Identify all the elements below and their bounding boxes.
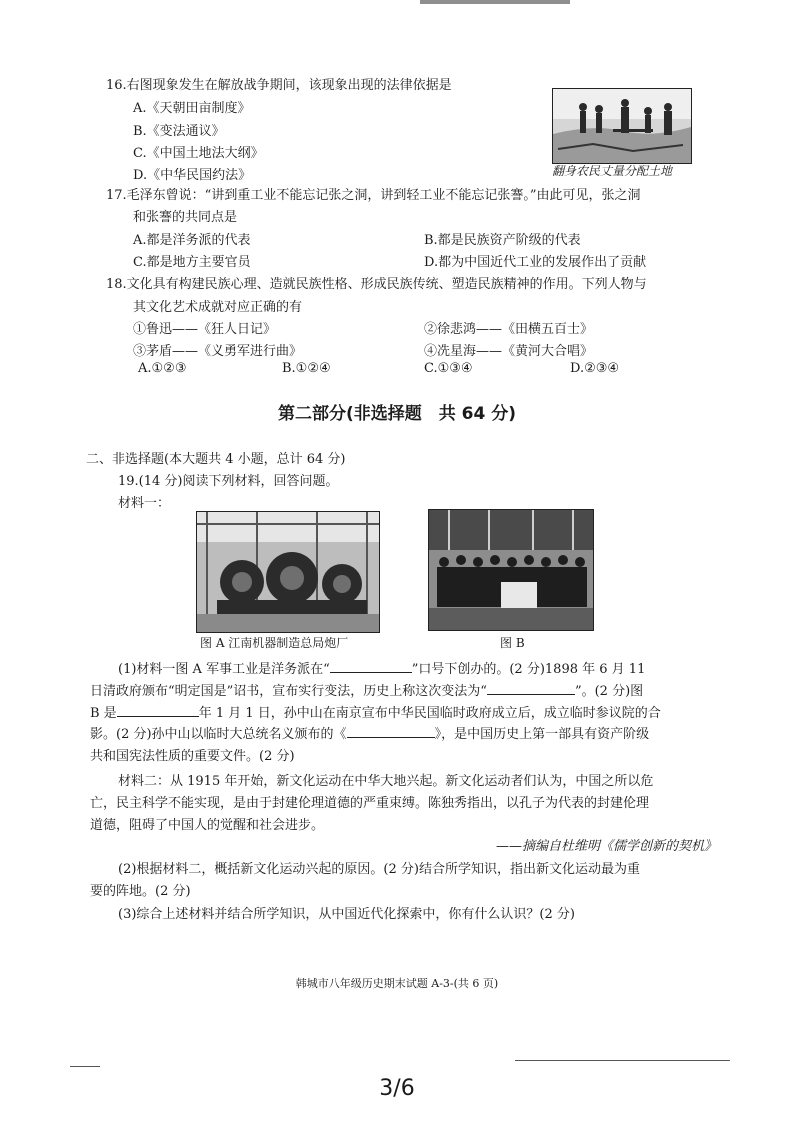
fig-b-photo xyxy=(428,509,594,631)
q19-sub2-line1: (2)根据材料二，概括新文化运动兴起的原因。(2 分)结合所学知识，指出新文化运动最为重 xyxy=(118,862,640,877)
q16-option-c: C.《中国土地法大纲》 xyxy=(133,146,264,161)
q19-sub1-line5: 共和国宪法性质的重要文件。(2 分) xyxy=(90,749,295,764)
fig-a-photo xyxy=(196,511,380,633)
q17-option-d: D.都为中国近代工业的发展作出了贡献 xyxy=(424,255,647,270)
q18-option-a: A.①②③ xyxy=(138,361,187,376)
q18-option-c: C.①③④ xyxy=(424,361,473,376)
q17-stem-line1: 17.毛泽东曾说：“讲到重工业不能忘记张之洞，讲到轻工业不能忘记张謇。”由此可见，张之洞 xyxy=(106,188,641,203)
q19-sub1-line2 xyxy=(90,680,643,699)
q19-sub1-line4-a: 影。(2 分)孙中山以临时大总统名义颁布的《 xyxy=(90,727,347,742)
fig-a-caption: 图 A 江南机器制造总局炮厂 xyxy=(200,636,349,650)
q19-sub1-line1-b: ”口号下创办的。(2 分)1898 年 6 月 11 xyxy=(411,662,646,677)
q17-option-b: B.都是民族资产阶级的代表 xyxy=(424,233,581,248)
q19-stem: 19.(14 分)阅读下列材料，回答问题。 xyxy=(118,474,339,489)
material2-line1: 材料二：从 1915 年开始，新文化运动在中华大地兴起。新文化运动者们认为，中国之所以危 xyxy=(118,774,654,789)
q17-stem-line2: 和张謇的共同点是 xyxy=(133,210,238,225)
scan-header-mark xyxy=(420,0,570,4)
answer-blank-1[interactable] xyxy=(330,660,412,673)
q16-option-d: D.《中华民国约法》 xyxy=(133,168,252,183)
q18-option-d: D.②③④ xyxy=(570,361,620,376)
fig-b-caption: 图 B xyxy=(500,636,525,650)
q19-sub1-line2-b: ”。(2 分)图 xyxy=(574,684,644,699)
q19-sub1-line4-b: 》，是中国历史上第一部具有资产阶级 xyxy=(434,727,650,742)
answer-blank-2[interactable] xyxy=(487,682,575,695)
material2-line2: 亡，民主科学不能实现，是由于封建伦理道德的严重束缚。陈独秀指出，以孔子为代表的封建伦理 xyxy=(90,796,650,811)
q19-sub1-line3 xyxy=(90,702,661,721)
q18-stem-line1: 18.文化具有构建民族心理、造就民族性格、形成民族传统、塑造民族精神的作用。下列人物与 xyxy=(106,277,647,292)
q16-option-b: B.《变法通议》 xyxy=(133,124,225,139)
q18-item-2: ②徐悲鸿——《田横五百士》 xyxy=(424,322,594,337)
q19-sub1-line1-a: (1)材料一图 A 军事工业是洋务派在“ xyxy=(118,662,330,677)
page-number: 3/6 xyxy=(379,1076,415,1101)
q18-option-b: B.①②④ xyxy=(282,361,331,376)
material2-line3: 道德，阻碍了中国人的觉醒和社会进步。 xyxy=(90,818,325,833)
material2-source: ——摘编自杜维明《儒学创新的契机》 xyxy=(496,839,718,854)
q16-stem: 16.右图现象发生在解放战争期间，该现象出现的法律依据是 xyxy=(106,78,452,93)
q19-sub1-line3-a: B 是 xyxy=(90,706,117,721)
q18-item-1: ①鲁迅——《狂人日记》 xyxy=(133,322,277,337)
q18-item-3: ③茅盾——《义勇军进行曲》 xyxy=(133,344,303,359)
q16-option-a: A.《天朝田亩制度》 xyxy=(133,101,251,116)
q19-sub3: (3)综合上述材料并结合所学知识，从中国近代化探索中，你有什么认识？(2 分) xyxy=(118,907,575,922)
q16-photo-land-distribution xyxy=(552,88,692,164)
q18-stem-line2: 其文化艺术成就对应正确的有 xyxy=(133,300,303,315)
q17-option-a: A.都是洋务派的代表 xyxy=(133,233,251,248)
section-heading: 二、非选择题(本大题共 4 小题，总计 64 分) xyxy=(86,452,346,467)
q19-material1-label: 材料一： xyxy=(118,496,171,511)
q19-sub1-line3-b: 年 1 月 1 日，孙中山在南京宣布中华民国临时政府成立后，成立临时参议院的合 xyxy=(198,706,661,721)
q19-sub1-line2-a: 日清政府颁布“明定国是”诏书，宣布实行变法，历史上称这次变法为“ xyxy=(90,684,487,699)
scan-line-right xyxy=(515,1060,730,1061)
q19-sub1-line4 xyxy=(90,723,649,742)
page-footer: 韩城市八年级历史期末试题 A-3-(共 6 页) xyxy=(295,977,499,990)
scan-line-left xyxy=(70,1066,100,1067)
q17-option-c: C.都是地方主要官员 xyxy=(133,255,251,270)
answer-blank-3[interactable] xyxy=(117,704,199,717)
q18-item-4: ④冼星海——《黄河大合唱》 xyxy=(424,344,594,359)
q19-sub2-line2: 要的阵地。(2 分) xyxy=(90,884,191,899)
answer-blank-4[interactable] xyxy=(347,725,435,738)
q19-sub1-line1 xyxy=(118,658,645,677)
q16-photo-caption: 翻身农民丈量分配土地 xyxy=(552,164,673,178)
part2-title: 第二部分(非选择题 共 64 分) xyxy=(277,404,517,424)
